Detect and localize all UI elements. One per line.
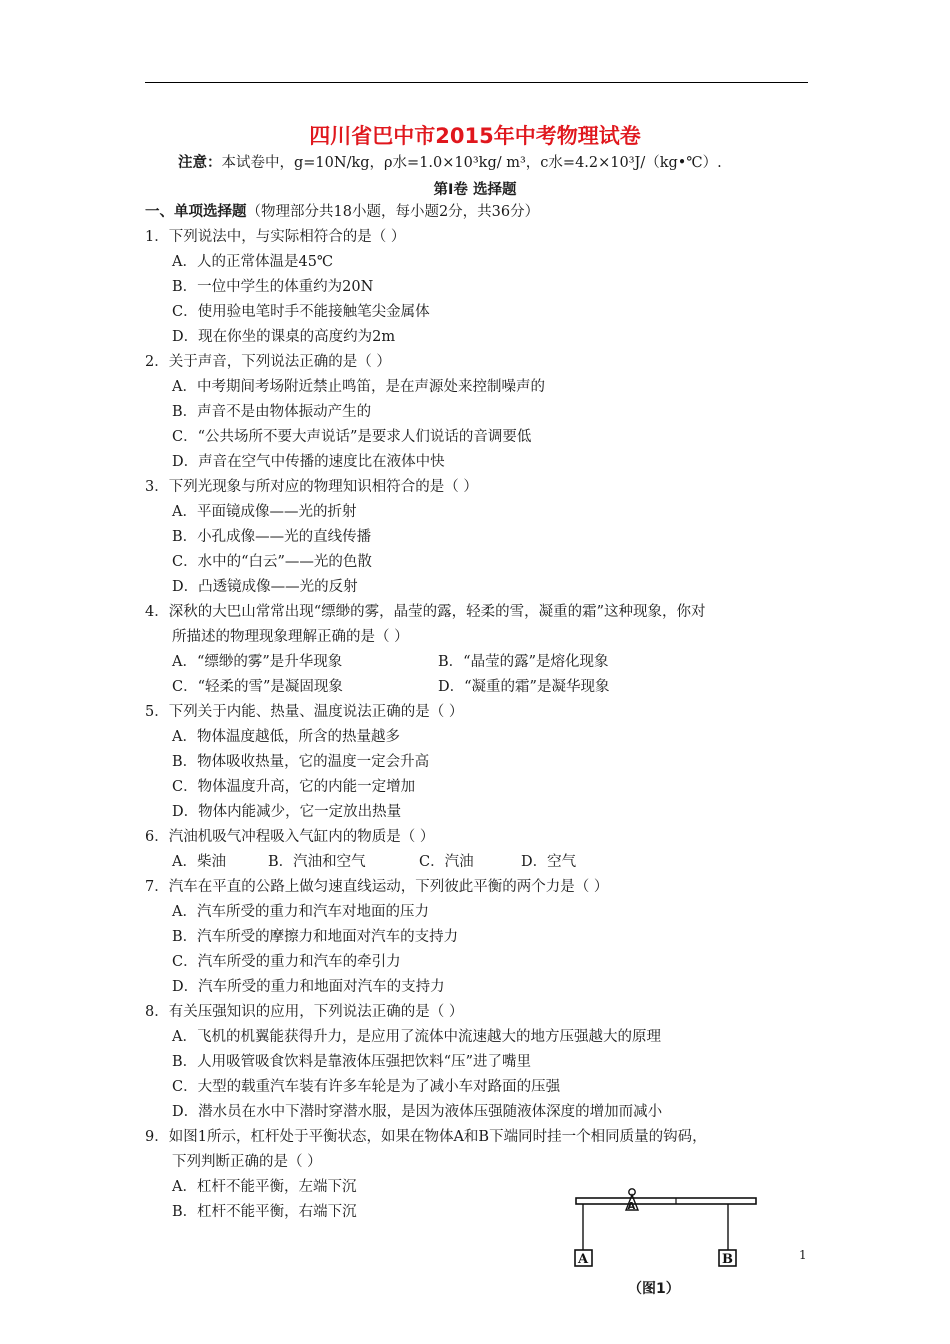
question-3-option-a: A．平面镜成像——光的折射 [172,504,357,520]
question-8-stem: 8．有关压强知识的应用，下列说法正确的是（ ） [145,1004,464,1020]
question-1-option-b: B．一位中学生的体重约为20N [172,279,374,295]
block-b-label: B [722,1252,733,1267]
question-2-option-d: D．声音在空气中传播的速度比在液体中快 [172,454,445,470]
note-text: 本试卷中，g=10N/kg，ρ水=1.0×10³kg/ m³，c水=4.2×10³J/（kg•℃）. [221,155,722,171]
question-3-option-d: D．凸透镜成像——光的反射 [172,579,358,595]
question-9-option-b: B．杠杆不能平衡，右端下沉 [172,1204,357,1220]
lever-bar [576,1198,756,1204]
question-5-stem: 5．下列关于内能、热量、温度说法正确的是（ ） [145,704,464,720]
question-7-stem: 7．汽车在平直的公路上做匀速直线运动，下列彼此平衡的两个力是（ ） [145,879,609,895]
question-9-stem: 9．如图1所示，杠杆处于平衡状态，如果在物体A和B下端同时挂一个相同质量的钩码， [145,1129,707,1145]
question-4-option-c: C．“轻柔的雪”是凝固现象 [172,679,343,695]
question-7-option-b: B．汽车所受的摩擦力和地面对汽车的支持力 [172,929,459,945]
section-label: 一、单项选择题 [145,204,247,220]
question-6-option-a: A．柴油 [172,854,226,870]
section-description: （物理部分共18小题，每小题2分，共36分） [246,204,540,220]
question-2-option-c: C．“公共场所不要大声说话”是要求人们说话的音调要低 [172,429,532,445]
question-1-option-d: D．现在你坐的课桌的高度约为2m [172,329,396,345]
note-label: 注意： [178,155,222,171]
figure-caption: （图1） [628,1281,680,1297]
question-5-option-d: D．物体内能减少，它一定放出热量 [172,804,402,820]
question-5-option-a: A．物体温度越低，所含的热量越多 [172,729,400,745]
question-1-option-a: A．人的正常体温是45℃ [172,254,334,270]
question-2-stem: 2．关于声音，下列说法正确的是（ ） [145,354,391,370]
block-a-label: A [578,1252,589,1267]
question-8-option-d: D．潜水员在水中下潜时穿潜水服，是因为液体压强随液体深度的增加而减小 [172,1104,663,1120]
question-1-option-c: C．使用验电笔时手不能接触笔尖金属体 [172,304,430,320]
part-heading: 第Ⅰ卷 选择题 [433,182,517,198]
question-5-option-c: C．物体温度升高，它的内能一定增加 [172,779,416,795]
question-4-option-d: D．“凝重的霜”是凝华现象 [438,679,610,695]
header-rule [145,82,808,83]
question-2-option-a: A．中考期间考场附近禁止鸣笛，是在声源处来控制噪声的 [172,379,545,395]
question-4-option-a: A．“缥缈的雾”是升华现象 [172,654,343,670]
question-3-option-c: C．水中的“白云”——光的色散 [172,554,372,570]
exam-title: 四川省巴中市2015年中考物理试卷 [309,124,641,148]
question-9-stem-continued: 下列判断正确的是（ ） [172,1154,322,1170]
question-2-option-b: B．声音不是由物体振动产生的 [172,404,372,420]
question-8-option-c: C．大型的载重汽车装有许多车轮是为了减小车对路面的压强 [172,1079,561,1095]
question-8-option-a: A．飞机的机翼能获得升力，是应用了流体中流速越大的地方压强越大的原理 [172,1029,661,1045]
question-9-option-a: A．杠杆不能平衡，左端下沉 [172,1179,357,1195]
question-4-option-b: B．“晶莹的露”是熔化现象 [438,654,609,670]
note-line [178,153,722,173]
question-3-option-b: B．小孔成像——光的直线传播 [172,529,372,545]
question-8-option-b: B．人用吸管吸食饮料是靠液体压强把饮料“压”进了嘴里 [172,1054,531,1070]
question-6-option-c: C．汽油 [419,854,474,870]
question-6-option-b: B．汽油和空气 [268,854,366,870]
question-7-option-d: D．汽车所受的重力和地面对汽车的支持力 [172,979,445,995]
question-4-stem-continued: 所描述的物理现象理解正确的是（ ） [172,629,409,645]
question-4-stem: 4．深秋的大巴山常常出现“缥缈的雾，晶莹的露，轻柔的雪，凝重的霜”这种现象，你对 [145,604,706,620]
question-6-stem: 6．汽油机吸气冲程吸入气缸内的物质是（ ） [145,829,435,845]
question-6-option-d: D．空气 [521,854,577,870]
question-5-option-b: B．物体吸收热量，它的温度一定会升高 [172,754,430,770]
question-3-stem: 3．下列光现象与所对应的物理知识相符合的是（ ） [145,479,478,495]
section-heading [145,202,539,222]
question-1-stem: 1．下列说法中，与实际相符合的是（ ） [145,229,406,245]
question-7-option-c: C．汽车所受的重力和汽车的牵引力 [172,954,401,970]
question-7-option-a: A．汽车所受的重力和汽车对地面的压力 [172,904,429,920]
pivot-label: A [627,1201,636,1212]
page-number: 1 [799,1248,807,1262]
